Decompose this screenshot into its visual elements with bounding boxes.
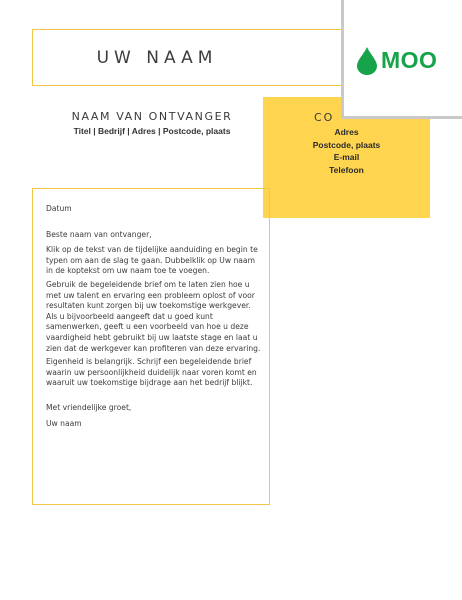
letter-paragraph-1[interactable]: Klik op de tekst van de tijdelijke aanduiding en begin te typen om aan de slag te gaan. Dubbelklik op Uw naam in de koptekst om uw naam toe te voegen.	[46, 245, 258, 276]
contact-lines	[263, 126, 430, 176]
recipient-name[interactable]: NAAM VAN ONTVANGER	[71, 110, 233, 123]
drop-icon	[357, 47, 377, 75]
contact-address[interactable]: Adres	[334, 127, 359, 137]
contact-heading[interactable]: CO	[314, 111, 335, 124]
letter-closing[interactable]: Met vriendelijke groet,	[46, 402, 132, 412]
contact-email[interactable]: E-mail	[333, 152, 360, 162]
contact-phone[interactable]: Telefoon	[329, 164, 364, 175]
logo-wordmark: MOO	[381, 47, 438, 73]
recipient-details[interactable]: Titel | Bedrijf | Adres | Postcode, plaats	[73, 126, 231, 136]
letter-salutation[interactable]: Beste naam van ontvanger,	[46, 229, 152, 239]
letter-paragraph-2[interactable]: Gebruik de begeleidende brief om te laten zien hoe u met uw talent en ervaring een probleem oplost of voor resultaten kunt zorgen bij uw toekomstige werkgever. Als u bijvoorbeeld aangeeft dat u goed kunt samenwerken, geeft u een voorbeeld van hoe u deze vaardigheid hebt gebruikt bij uw laatste stage en laat u zien dat de werkgever kan profiteren van deze ervaring.	[46, 279, 261, 353]
letter-date[interactable]: Datum	[46, 204, 72, 213]
contact-postcode[interactable]: Postcode, plaats	[312, 139, 381, 150]
letter-content	[46, 204, 262, 429]
sender-name[interactable]: UW NAAM	[96, 48, 218, 68]
letter-signature[interactable]: Uw naam	[46, 418, 82, 428]
letter-paragraph-3[interactable]: Eigenheid is belangrijk. Schrijf een begeleidende brief waarin uw persoonlijkheid duidelijk naar voren komt en waaruit uw toekomstige bijdrage aan het bedrijf blijkt.	[46, 357, 257, 388]
